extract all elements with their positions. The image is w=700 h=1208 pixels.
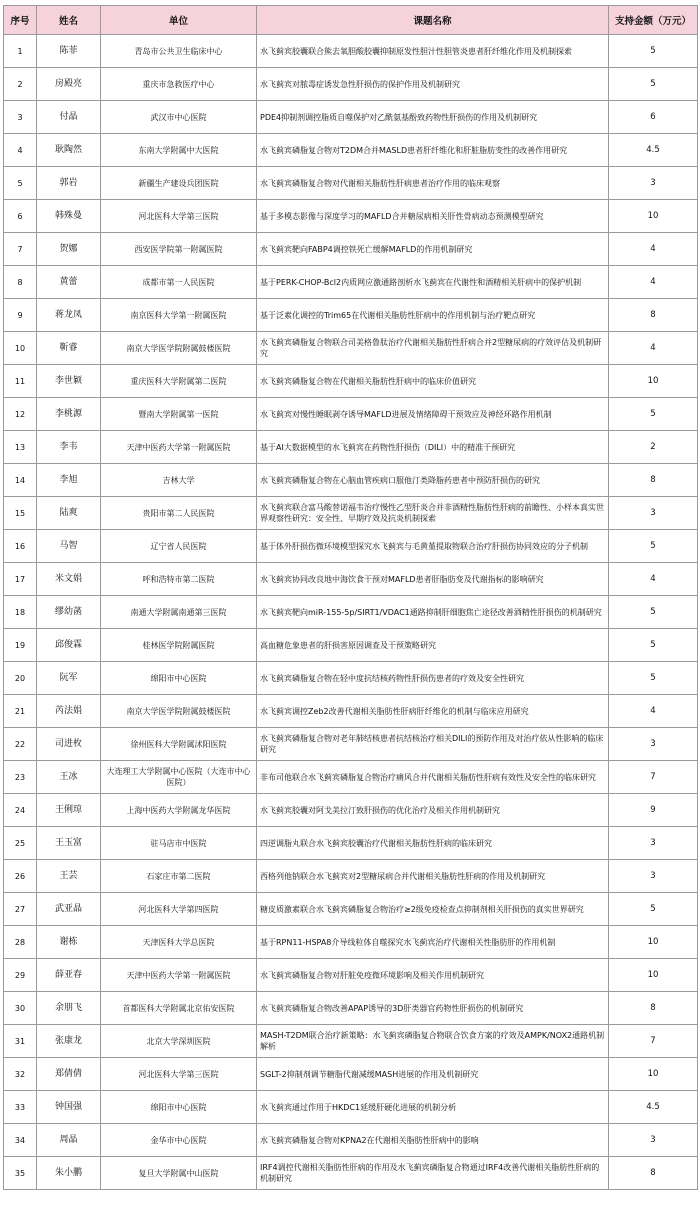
cell-name: 郑倩倩	[37, 1058, 101, 1091]
cell-unit: 西安医学院第一附属医院	[101, 233, 257, 266]
cell-title: PDE4抑制剂调控脂质自噬保护对乙酰氨基酚致药物性肝损伤的作用及机制研究	[257, 101, 609, 134]
cell-name: 缪幼菡	[37, 596, 101, 629]
cell-unit: 南京大学医学院附属鼓楼医院	[101, 695, 257, 728]
cell-amount: 3	[609, 167, 698, 200]
cell-title: 水飞蓟宾磷脂复合物对T2DM合并MASLD患者肝纤维化和肝脏脂肪变性的改善作用研究	[257, 134, 609, 167]
cell-no: 18	[4, 596, 37, 629]
cell-no: 5	[4, 167, 37, 200]
table-row	[4, 926, 698, 959]
table-row	[4, 959, 698, 992]
cell-name: 司进枚	[37, 728, 101, 761]
funding-table-container	[3, 5, 697, 1202]
table-row	[4, 431, 698, 464]
cell-no: 33	[4, 1091, 37, 1124]
cell-name: 米文娟	[37, 563, 101, 596]
cell-no: 1	[4, 35, 37, 68]
cell-unit: 南京大学医学院附属鼓楼医院	[101, 332, 257, 365]
cell-title: 水飞蓟宾靶向miR-155-5p/SIRT1/VDAC1通路抑制肝细胞焦亡途径改善酒精性肝损伤的机制研究	[257, 596, 609, 629]
cell-unit: 成都市第一人民医院	[101, 266, 257, 299]
table-row	[4, 695, 698, 728]
cell-no: 19	[4, 629, 37, 662]
funding-table	[3, 5, 698, 1190]
table-row	[4, 629, 698, 662]
cell-amount: 10	[609, 200, 698, 233]
table-row	[4, 1058, 698, 1091]
cell-unit: 天津中医药大学第一附属医院	[101, 431, 257, 464]
table-row	[4, 596, 698, 629]
cell-title: 水飞蓟宾对脓毒症诱发急性肝损伤的保护作用及机制研究	[257, 68, 609, 101]
table-row	[4, 200, 698, 233]
table-row	[4, 332, 698, 365]
cell-amount: 8	[609, 992, 698, 1025]
cell-title: 西格列他钠联合水飞蓟宾对2型糖尿病合并代谢相关脂肪性肝病的作用及机制研究	[257, 860, 609, 893]
cell-name: 李韦	[37, 431, 101, 464]
cell-no: 25	[4, 827, 37, 860]
cell-no: 13	[4, 431, 37, 464]
cell-amount: 3	[609, 497, 698, 530]
cell-unit: 首都医科大学附属北京佑安医院	[101, 992, 257, 1025]
header-no: 序号	[4, 6, 37, 35]
cell-unit: 吉林大学	[101, 464, 257, 497]
cell-amount: 4	[609, 695, 698, 728]
cell-title: 水飞蓟宾胶囊联合熊去氧胆酸胶囊抑制原发性胆汁性胆管炎患者肝纤维化作用及机制探索	[257, 35, 609, 68]
cell-no: 14	[4, 464, 37, 497]
cell-unit: 暨南大学附属第一医院	[101, 398, 257, 431]
header-name: 姓名	[37, 6, 101, 35]
cell-title: 水飞蓟宾协同改良地中海饮食干预对MAFLD患者肝脂肪变及代谢指标的影响研究	[257, 563, 609, 596]
cell-title: 基于多模态影像与深度学习的MAFLD合并糖尿病相关肝性骨病动态预测模型研究	[257, 200, 609, 233]
cell-title: 水飞蓟宾磷脂复合物联合司美格鲁肽治疗代谢相关脂肪性肝病合并2型糖尿病的疗效评估及机制研究	[257, 332, 609, 365]
header-amount: 支持金额（万元）	[609, 6, 698, 35]
cell-unit: 北京大学深圳医院	[101, 1025, 257, 1058]
cell-unit: 河北医科大学第四医院	[101, 893, 257, 926]
cell-name: 耿陶然	[37, 134, 101, 167]
cell-name: 王俐琼	[37, 794, 101, 827]
cell-no: 11	[4, 365, 37, 398]
table-row	[4, 233, 698, 266]
cell-unit: 天津医科大学总医院	[101, 926, 257, 959]
cell-name: 王冰	[37, 761, 101, 794]
cell-unit: 大连理工大学附属中心医院（大连市中心医院）	[101, 761, 257, 794]
cell-no: 7	[4, 233, 37, 266]
header-unit: 单位	[101, 6, 257, 35]
cell-title: 水飞蓟宾通过作用于HKDC1延缓肝硬化进展的机制分析	[257, 1091, 609, 1124]
cell-unit: 青岛市公共卫生临床中心	[101, 35, 257, 68]
table-row	[4, 365, 698, 398]
cell-no: 34	[4, 1124, 37, 1157]
cell-title: 高血糖危象患者的肝损害原因调查及干预策略研究	[257, 629, 609, 662]
cell-unit: 桂林医学院附属医院	[101, 629, 257, 662]
cell-no: 16	[4, 530, 37, 563]
cell-name: 付晶	[37, 101, 101, 134]
table-row	[4, 1157, 698, 1190]
table-row	[4, 761, 698, 794]
cell-no: 15	[4, 497, 37, 530]
cell-amount: 5	[609, 35, 698, 68]
cell-no: 32	[4, 1058, 37, 1091]
table-row	[4, 530, 698, 563]
table-row	[4, 398, 698, 431]
table-row	[4, 827, 698, 860]
cell-amount: 5	[609, 893, 698, 926]
cell-unit: 绵阳市中心医院	[101, 662, 257, 695]
cell-no: 20	[4, 662, 37, 695]
cell-title: 水飞蓟宾磷脂复合物对肝脏免疫微环境影响及相关作用机制研究	[257, 959, 609, 992]
cell-title: 水飞蓟宾调控Zeb2改善代谢相关脂肪性肝病肝纤维化的机制与临床应用研究	[257, 695, 609, 728]
cell-title: SGLT-2抑制剂调节糖脂代谢减缓MASH进展的作用及机制研究	[257, 1058, 609, 1091]
cell-title: 糖皮质激素联合水飞蓟宾磷脂复合物治疗≥2级免疫检查点抑制剂相关肝损伤的真实世界研究	[257, 893, 609, 926]
table-row	[4, 893, 698, 926]
cell-title: 四逆调脂丸联合水飞蓟宾胶囊治疗代谢相关脂肪性肝病的临床研究	[257, 827, 609, 860]
cell-title: 基于泛素化调控的Trim65在代谢相关脂肪性肝病中的作用机制与治疗靶点研究	[257, 299, 609, 332]
cell-unit: 河北医科大学第三医院	[101, 1058, 257, 1091]
cell-no: 23	[4, 761, 37, 794]
cell-name: 陆爽	[37, 497, 101, 530]
header-title: 课题名称	[257, 6, 609, 35]
cell-amount: 10	[609, 1058, 698, 1091]
cell-title: 水飞蓟宾磷脂复合物对代谢相关脂肪性肝病患者治疗作用的临床观察	[257, 167, 609, 200]
cell-amount: 5	[609, 398, 698, 431]
cell-name: 贺娜	[37, 233, 101, 266]
cell-amount: 9	[609, 794, 698, 827]
cell-no: 31	[4, 1025, 37, 1058]
cell-unit: 天津中医药大学第一附属医院	[101, 959, 257, 992]
table-row	[4, 794, 698, 827]
table-row	[4, 134, 698, 167]
table-row	[4, 497, 698, 530]
table-row	[4, 563, 698, 596]
cell-amount: 10	[609, 959, 698, 992]
table-row	[4, 992, 698, 1025]
cell-title: 基于AI大数据模型的水飞蓟宾在药物性肝损伤（DILI）中的精准干预研究	[257, 431, 609, 464]
cell-amount: 6	[609, 101, 698, 134]
table-row	[4, 662, 698, 695]
cell-name: 黄蕾	[37, 266, 101, 299]
table-row	[4, 35, 698, 68]
table-header-row	[4, 6, 698, 35]
cell-unit: 徐州医科大学附属沭阳医院	[101, 728, 257, 761]
cell-amount: 8	[609, 299, 698, 332]
cell-name: 谢栋	[37, 926, 101, 959]
cell-title: 基于PERK-CHOP-Bcl2内质网应激通路剖析水飞蓟宾在代谢性和酒精相关肝病中的保护机制	[257, 266, 609, 299]
cell-amount: 3	[609, 1124, 698, 1157]
cell-name: 马智	[37, 530, 101, 563]
table-row	[4, 299, 698, 332]
cell-name: 陈菲	[37, 35, 101, 68]
cell-unit: 新疆生产建设兵团医院	[101, 167, 257, 200]
cell-unit: 呼和浩特市第二医院	[101, 563, 257, 596]
cell-unit: 东南大学附属中大医院	[101, 134, 257, 167]
cell-name: 薛亚春	[37, 959, 101, 992]
cell-unit: 金华市中心医院	[101, 1124, 257, 1157]
cell-no: 3	[4, 101, 37, 134]
cell-no: 12	[4, 398, 37, 431]
cell-unit: 石家庄市第二医院	[101, 860, 257, 893]
cell-name: 阮军	[37, 662, 101, 695]
cell-title: 水飞蓟宾对慢性睡眠剥夺诱导MAFLD进展及情绪障碍干预效应及神经环路作用机制	[257, 398, 609, 431]
cell-name: 靳睿	[37, 332, 101, 365]
cell-no: 30	[4, 992, 37, 1025]
table-row	[4, 728, 698, 761]
cell-title: 水飞蓟宾磷脂复合物在轻中度抗结核药物性肝损伤患者的疗效及安全性研究	[257, 662, 609, 695]
cell-name: 王玉富	[37, 827, 101, 860]
cell-no: 28	[4, 926, 37, 959]
cell-no: 29	[4, 959, 37, 992]
cell-amount: 3	[609, 860, 698, 893]
cell-title: 水飞蓟宾靶向FABP4调控铁死亡缓解MAFLD的作用机制研究	[257, 233, 609, 266]
cell-no: 17	[4, 563, 37, 596]
cell-amount: 8	[609, 464, 698, 497]
cell-title: 水飞蓟宾胶囊对阿戈美拉汀致肝损伤的优化治疗及相关作用机制研究	[257, 794, 609, 827]
cell-name: 韩殊曼	[37, 200, 101, 233]
table-row	[4, 68, 698, 101]
table-row	[4, 167, 698, 200]
cell-no: 35	[4, 1157, 37, 1190]
cell-title: 基于RPN11-HSPA8介导线粒体自噬探究水飞蓟宾治疗代谢相关性脂肪肝的作用机制	[257, 926, 609, 959]
cell-name: 蒋龙凤	[37, 299, 101, 332]
cell-unit: 南通大学附属南通第三医院	[101, 596, 257, 629]
cell-title: MASH-T2DM联合治疗新策略：水飞蓟宾磷脂复合物联合饮食方案的疗效及AMPK/NOX2通路机制解析	[257, 1025, 609, 1058]
cell-name: 钟国强	[37, 1091, 101, 1124]
cell-unit: 驻马店市中医院	[101, 827, 257, 860]
table-row	[4, 101, 698, 134]
cell-name: 张康龙	[37, 1025, 101, 1058]
table-row	[4, 266, 698, 299]
cell-name: 李桃源	[37, 398, 101, 431]
cell-amount: 3	[609, 728, 698, 761]
cell-no: 26	[4, 860, 37, 893]
cell-no: 10	[4, 332, 37, 365]
cell-amount: 10	[609, 926, 698, 959]
cell-amount: 2	[609, 431, 698, 464]
cell-name: 郭岩	[37, 167, 101, 200]
cell-amount: 4.5	[609, 1091, 698, 1124]
cell-unit: 南京医科大学第一附属医院	[101, 299, 257, 332]
cell-name: 李世颖	[37, 365, 101, 398]
cell-amount: 5	[609, 596, 698, 629]
table-row	[4, 1124, 698, 1157]
cell-amount: 7	[609, 1025, 698, 1058]
cell-amount: 5	[609, 530, 698, 563]
table-row	[4, 1091, 698, 1124]
cell-amount: 8	[609, 1157, 698, 1190]
cell-name: 芮法娟	[37, 695, 101, 728]
cell-unit: 重庆市急救医疗中心	[101, 68, 257, 101]
cell-no: 6	[4, 200, 37, 233]
cell-title: 水飞蓟宾联合富马酸替诺福韦治疗慢性乙型肝炎合并非酒精性脂肪性肝病的前瞻性、小样本真实世界观察性研究：安全性、早期疗效及抗炎机制探索	[257, 497, 609, 530]
cell-unit: 辽宁省人民医院	[101, 530, 257, 563]
cell-amount: 7	[609, 761, 698, 794]
cell-unit: 上海中医药大学附属龙华医院	[101, 794, 257, 827]
cell-unit: 武汉市中心医院	[101, 101, 257, 134]
cell-name: 王芸	[37, 860, 101, 893]
cell-no: 9	[4, 299, 37, 332]
cell-amount: 4	[609, 233, 698, 266]
cell-unit: 复旦大学附属中山医院	[101, 1157, 257, 1190]
cell-amount: 5	[609, 68, 698, 101]
cell-amount: 4	[609, 332, 698, 365]
cell-no: 21	[4, 695, 37, 728]
cell-no: 27	[4, 893, 37, 926]
cell-no: 2	[4, 68, 37, 101]
cell-no: 8	[4, 266, 37, 299]
cell-name: 房殿亮	[37, 68, 101, 101]
cell-title: 水飞蓟宾磷脂复合物在心脑血管疾病口服他汀类降脂药患者中预防肝损伤的研究	[257, 464, 609, 497]
cell-title: IRF4调控代谢相关脂肪性肝病的作用及水飞蓟宾磷脂复合物通过IRF4改善代谢相关脂肪性肝病的机制研究	[257, 1157, 609, 1190]
cell-title: 非布司他联合水飞蓟宾磷脂复合物治疗痛风合并代谢相关脂肪性肝病有效性及安全性的临床研究	[257, 761, 609, 794]
cell-name: 余朋飞	[37, 992, 101, 1025]
cell-title: 水飞蓟宾磷脂复合物对老年肺结核患者抗结核治疗相关DILI的预防作用及对治疗依从性影响的临床研究	[257, 728, 609, 761]
cell-name: 武亚晶	[37, 893, 101, 926]
cell-name: 邱俊霖	[37, 629, 101, 662]
cell-unit: 河北医科大学第三医院	[101, 200, 257, 233]
cell-amount: 3	[609, 827, 698, 860]
table-row	[4, 464, 698, 497]
cell-amount: 5	[609, 629, 698, 662]
cell-name: 李旭	[37, 464, 101, 497]
cell-no: 4	[4, 134, 37, 167]
cell-amount: 4.5	[609, 134, 698, 167]
cell-title: 水飞蓟宾磷脂复合物对KPNA2在代谢相关脂肪性肝病中的影响	[257, 1124, 609, 1157]
cell-no: 24	[4, 794, 37, 827]
cell-title: 水飞蓟宾磷脂复合物改善APAP诱导的3D肝类器官药物性肝损伤的机制研究	[257, 992, 609, 1025]
cell-no: 22	[4, 728, 37, 761]
cell-amount: 5	[609, 662, 698, 695]
table-row	[4, 860, 698, 893]
cell-amount: 4	[609, 563, 698, 596]
cell-name: 周晶	[37, 1124, 101, 1157]
cell-unit: 贵阳市第二人民医院	[101, 497, 257, 530]
cell-title: 水飞蓟宾磷脂复合物在代谢相关脂肪性肝病中的临床价值研究	[257, 365, 609, 398]
cell-name: 朱小鹏	[37, 1157, 101, 1190]
cell-unit: 重庆医科大学附属第二医院	[101, 365, 257, 398]
cell-title: 基于体外肝损伤微环境模型探究水飞蓟宾与毛黄堇提取物联合治疗肝损伤协同效应的分子机制	[257, 530, 609, 563]
cell-amount: 4	[609, 266, 698, 299]
cell-unit: 绵阳市中心医院	[101, 1091, 257, 1124]
table-row	[4, 1025, 698, 1058]
cell-amount: 10	[609, 365, 698, 398]
